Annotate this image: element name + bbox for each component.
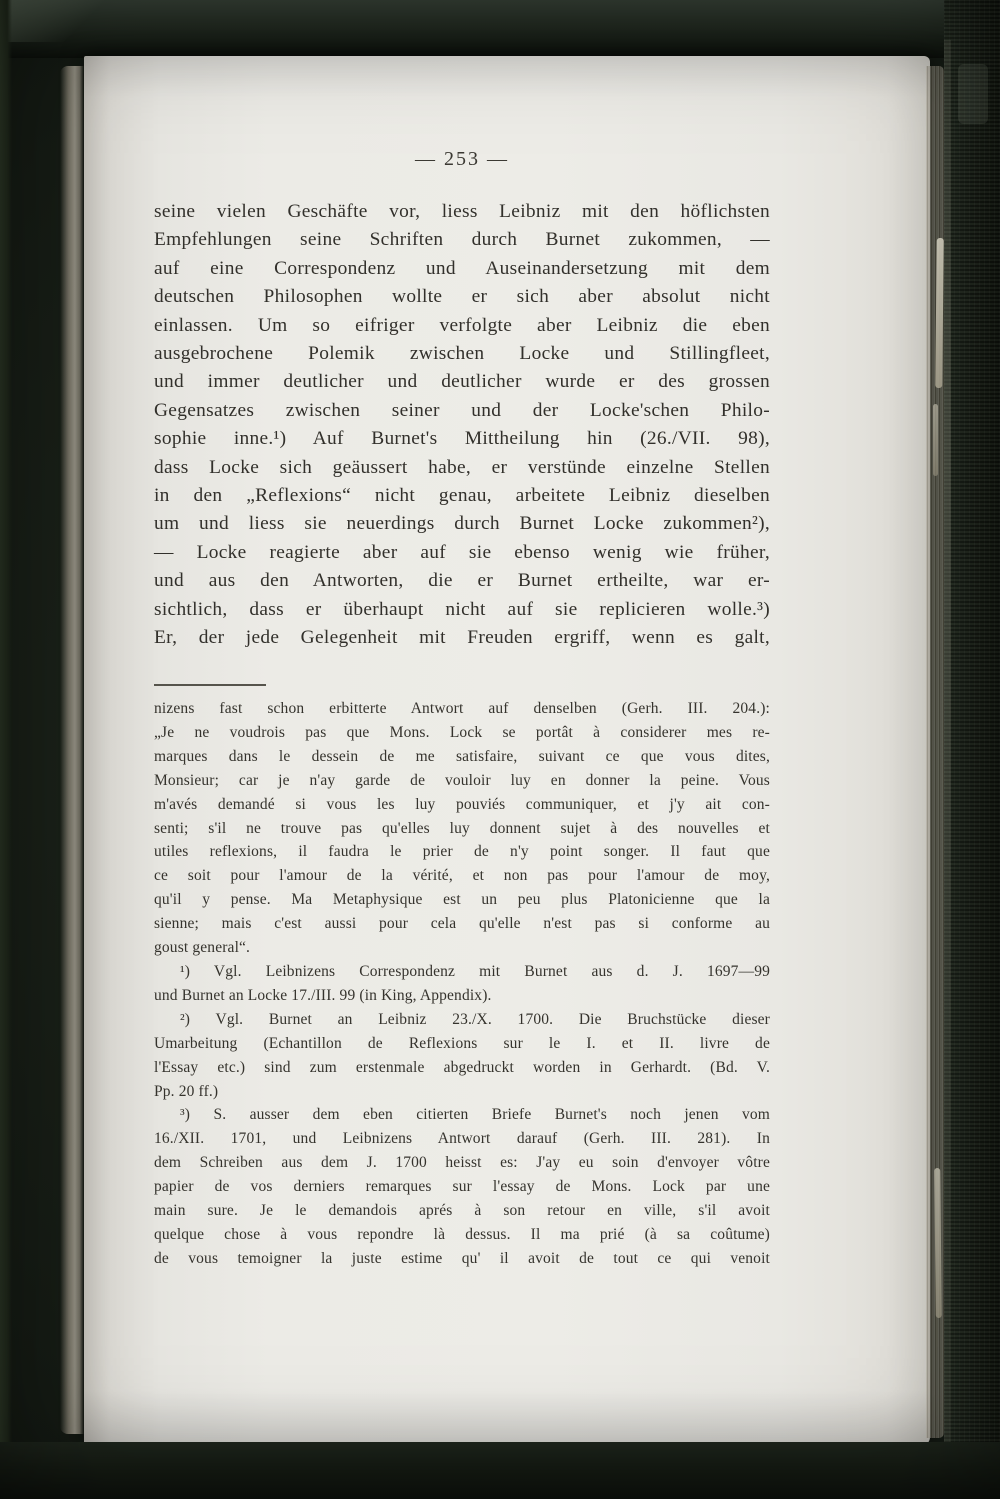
body-text-line: Gegensatzes zwischen seiner und der Locke'schen Philo-	[154, 399, 770, 421]
footnote-text-line: ce soit pour l'amour de la vérité, et non pas pour l'amour de moy,	[154, 867, 770, 885]
footnote-text-line: l'Essay etc.) sind zum erstenmale abgedruckt worden in Gerhardt. (Bd. V.	[154, 1058, 770, 1076]
body-text-line: seine vielen Geschäfte vor, liess Leibniz mit den höflichsten	[154, 201, 770, 222]
footnote-text-line: ¹) Vgl. Leibnizens Correspondenz mit Burnet aus d. J. 1697—99	[180, 962, 770, 980]
footnotes-text	[154, 697, 770, 1271]
body-text-line: — Locke reagierte aber auf sie ebenso wenig wie früher,	[154, 541, 770, 563]
footnote-text-line: de vous temoigner la juste estime qu' il avoit de tout ce qui venoit	[154, 1249, 770, 1267]
footnote-text-line: und Burnet an Locke 17./III. 99 (in King, Appendix).	[154, 986, 492, 1004]
footnote-text-line: „Je ne voudrois pas que Mons. Lock se portât à considerer mes re-	[154, 723, 770, 741]
body-text-line: um und liess sie neuerdings durch Burnet Locke zukommen²),	[154, 513, 770, 535]
left-page-edges	[60, 66, 84, 1434]
footnote-text-line: qu'il y pense. Ma Metaphysique est un peu plus Platonicienne que la	[154, 891, 770, 909]
footnote-text-line: sienne; mais c'est aussi pour cela qu'elle n'est pas si conforme au	[154, 915, 770, 933]
footnote-text-line: Umarbeitung (Echantillon de Reflexions sur le I. et II. livre de	[154, 1034, 770, 1052]
main-text	[154, 198, 770, 653]
body-text-line: und immer deutlicher und deutlicher wurde er des grossen	[154, 371, 770, 393]
footnote-text-line: dem Schreiben aus dem J. 1700 heisst es: J'ay eu soin d'envoyer vôtre	[154, 1154, 770, 1172]
book-page	[84, 56, 930, 1446]
footnote-text-line: papier de vos derniers remarques sur l'essay de Mons. Lock par une	[154, 1178, 770, 1196]
footnote-text-line: utiles reflexions, il faudra le prier de n'y point songer. Il faut que	[154, 843, 770, 861]
body-text-line: dass Locke sich geäussert habe, er verstünde einzelne Stellen	[154, 456, 770, 478]
page-edge-highlight	[933, 404, 938, 476]
footnote-text-line: ²) Vgl. Burnet an Leibniz 23./X. 1700. Die Bruchstücke dieser	[180, 1010, 770, 1028]
footnote-text-line: goust general“.	[154, 939, 251, 957]
footnote-text-line: ³) S. ausser dem eben citierten Briefe Burnet's noch jenen vom	[180, 1106, 770, 1124]
page-number: — 253 —	[415, 148, 509, 170]
book-cover-top-edge	[0, 0, 1000, 58]
footnote-text-line: quelque chose à vous repondre là dessus. Il ma prié (à sa coûtume)	[154, 1225, 770, 1243]
body-text-line: deutschen Philosophen wollte er sich aber absolut nicht	[154, 286, 770, 308]
cover-corner-highlight	[0, 0, 110, 42]
body-text-line: sophie inne.¹) Auf Burnet's Mittheilung hin (26./VII. 98),	[154, 428, 770, 450]
body-text-line: auf eine Correspondenz und Auseinandersetzung mit dem	[154, 257, 770, 279]
footnote-text-line: m'avés demandé si vous les luy pouviés communiquer, et j'y ait con-	[154, 795, 770, 813]
body-text-line: einlassen. Um so eifriger verfolgte aber Leibniz die eben	[154, 314, 770, 336]
book-binding	[944, 0, 1000, 1499]
footnote-text-line: main sure. Je le demandois aprés à son retour en ville, s'il avoit	[154, 1202, 770, 1220]
body-text-line: ausgebrochene Polemik zwischen Locke und Stillingfleet,	[154, 343, 770, 365]
footnote-text-line: senti; s'il ne trouve pas qu'elles luy donnent sujet à des nouvelles et	[154, 819, 770, 837]
body-text-line: und aus den Antworten, die er Burnet ertheilte, war er-	[154, 570, 770, 592]
book-cover-bottom-edge	[0, 1442, 1000, 1499]
book-cover-left-edge	[0, 0, 12, 1499]
body-text-line: in den „Reflexions“ nicht genau, arbeitete Leibniz dieselben	[154, 485, 770, 507]
body-text-line: Empfehlungen seine Schriften durch Burnet zukommen, —	[154, 229, 770, 251]
body-text-line: Er, der jede Gelegenheit mit Freuden ergriff, wenn es galt,	[154, 627, 770, 649]
footnote-text-line: Pp. 20 ff.)	[154, 1082, 219, 1100]
footnote-separator-rule	[154, 684, 266, 686]
body-text-line: sichtlich, dass er überhaupt nicht auf sie replicieren wolle.³)	[154, 598, 770, 620]
footnote-text-line: marques dans le dessein de me satisfaire, suivant ce que vous dites,	[154, 747, 770, 765]
footnote-text-line: nizens fast schon erbitterte Antwort auf denselben (Gerh. III. 204.):	[154, 700, 770, 717]
binding-highlight	[944, 40, 951, 1460]
footnote-text-line: 16./XII. 1701, und Leibnizens Antwort darauf (Gerh. III. 281). In	[154, 1130, 770, 1148]
binding-sheen	[958, 64, 988, 124]
footnote-text-line: Monsieur; car je n'ay garde de vouloir luy en donner la peine. Vous	[154, 771, 770, 789]
